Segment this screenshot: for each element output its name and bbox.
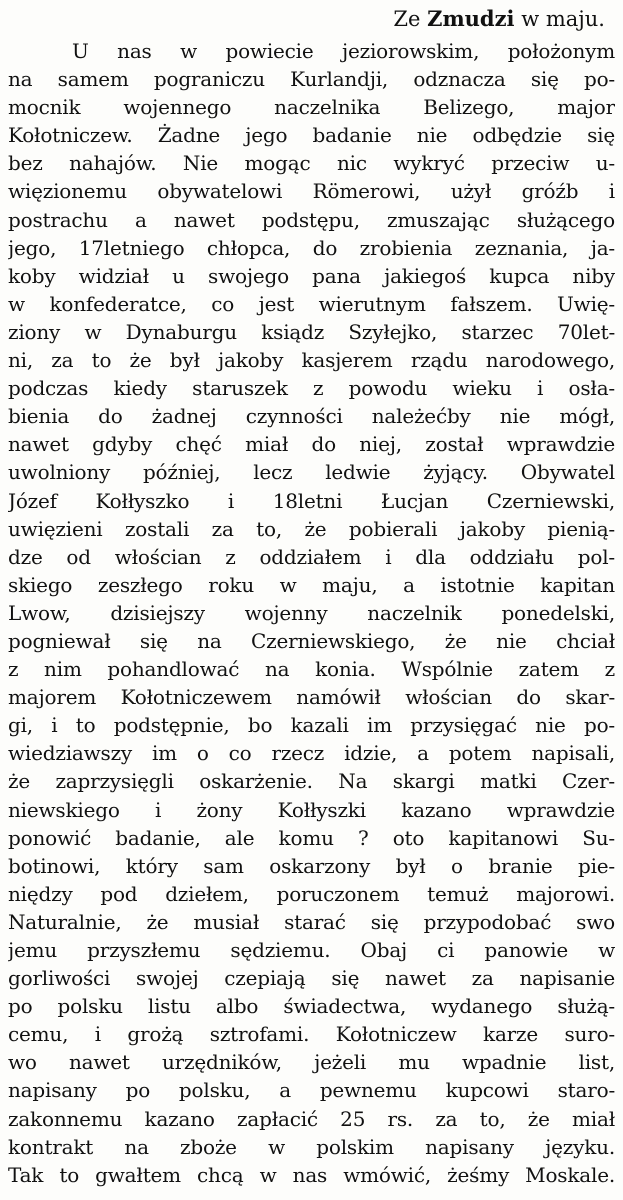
article-line: pogniewał się na Czerniewskiego, że nie chciał: [8, 628, 615, 653]
article-line: napisany po polsku, a pewnemu kupcowi staro-: [8, 1078, 615, 1103]
article-line: po polsku listu albo świadectwa, wydanego służą-: [8, 994, 615, 1019]
article-line: koby widział u swojego pana jakiegoś kupca niby: [8, 263, 615, 288]
article-line: nawet gdyby chęć miał do niej, został wprawdzie: [8, 432, 615, 457]
article-line: dze od włościan z oddziałem i dla oddziału pol-: [8, 544, 615, 569]
article-line: kontrakt na zboże w polskim napisany języku.: [8, 1134, 615, 1159]
article-line: Lwow, dzisiejszy wojenny naczelnik ponedelski,: [8, 600, 615, 625]
article-body: [8, 37, 615, 1189]
heading-suffix: w maju.: [514, 7, 605, 31]
article-line: że zaprzysięgli oskarżenie. Na skargi matki Czer-: [8, 769, 615, 794]
article-line: gi, i to podstępnie, bo kazali im przysięgać nie po-: [8, 713, 615, 738]
article-line: postrachu a nawet podstępu, zmuszając służącego: [8, 207, 615, 232]
article-line: podczas kiedy staruszek z powodu wieku i osła-: [8, 376, 615, 401]
article-line: jego, 17letniego chłopca, do zrobienia zeznania, ja-: [8, 235, 615, 260]
article-line: gorliwości swojej czepiają się nawet za napisanie: [8, 966, 615, 991]
article-line: U nas w powiecie jeziorowskim, położonym: [72, 39, 615, 63]
article-line: bienia do żadnej czynności należećby nie mógł,: [8, 404, 615, 429]
article-line: wo nawet urzędników, jeżeli mu wpadnie list,: [8, 1050, 615, 1075]
article-line: botinowi, który sam oskarzony był o branie pie-: [8, 853, 615, 878]
heading-region: Zmudzi: [427, 6, 515, 31]
article-line: Naturalnie, że musiał starać się przypodobać swo: [8, 909, 615, 934]
article-line: wiedziawszy im o co rzecz idzie, a potem napisali,: [8, 741, 615, 766]
article-line: majorem Kołotniczewem namówił włościan do skar-: [8, 685, 615, 710]
article-line: uwięzieni zostali za to, że pobierali jakoby pienią-: [8, 516, 615, 541]
article-line: zakonnemu kazano zapłacić 25 rs. za to, że miał: [8, 1106, 615, 1131]
article-line: ni, za to że był jakoby kasjerem rządu narodowego,: [8, 348, 615, 373]
article-line: niędzy pod dziełem, poruczonem temuż majorowi.: [8, 881, 615, 906]
article-line: cemu, i grożą sztrofami. Kołotniczew karze suro-: [8, 1022, 615, 1047]
article-heading: [393, 6, 605, 32]
article-line: uwolniony później, lecz ledwie żyjący. Obywatel: [8, 460, 615, 485]
article-line: jemu przyszłemu sędziemu. Obaj ci panowie w: [8, 938, 615, 962]
article-line: Kołotniczew. Żadne jego badanie nie odbędzie się: [8, 123, 615, 148]
article-line: mocnik wojennego naczelnika Belizego, major: [8, 95, 615, 120]
article-line: niewskiego i żony Kołłyszki kazano wprawdzie: [8, 797, 615, 822]
article-line: ziony w Dynaburgu ksiądz Szyłejko, starzec 70let-: [8, 319, 615, 344]
article-line: bez nahajów. Nie mogąc nic wykryć przeciw u-: [8, 151, 615, 176]
article-line: na samem pograniczu Kurlandji, odznacza się po-: [8, 67, 615, 92]
article-line: w konfederatce, co jest wierutnym fałszem. Uwię-: [8, 291, 615, 316]
article-line: Józef Kołłyszko i 18letni Łucjan Czerniewski,: [8, 488, 615, 513]
article-line: skiego zeszłego roku w maju, a istotnie kapitan: [8, 572, 615, 597]
article-line: Tak to gwałtem chcą w nas wmówić, żeśmy Moskale.: [8, 1162, 615, 1187]
heading-prefix: Ze: [393, 7, 428, 31]
article-line: więzionemu obywatelowi Römerowi, użył gróźb i: [8, 179, 615, 204]
article-line: z nim pohandlować na konia. Wspólnie zatem z: [8, 657, 615, 682]
article-line: ponowić badanie, ale komu ? oto kapitanowi Su-: [8, 825, 615, 850]
